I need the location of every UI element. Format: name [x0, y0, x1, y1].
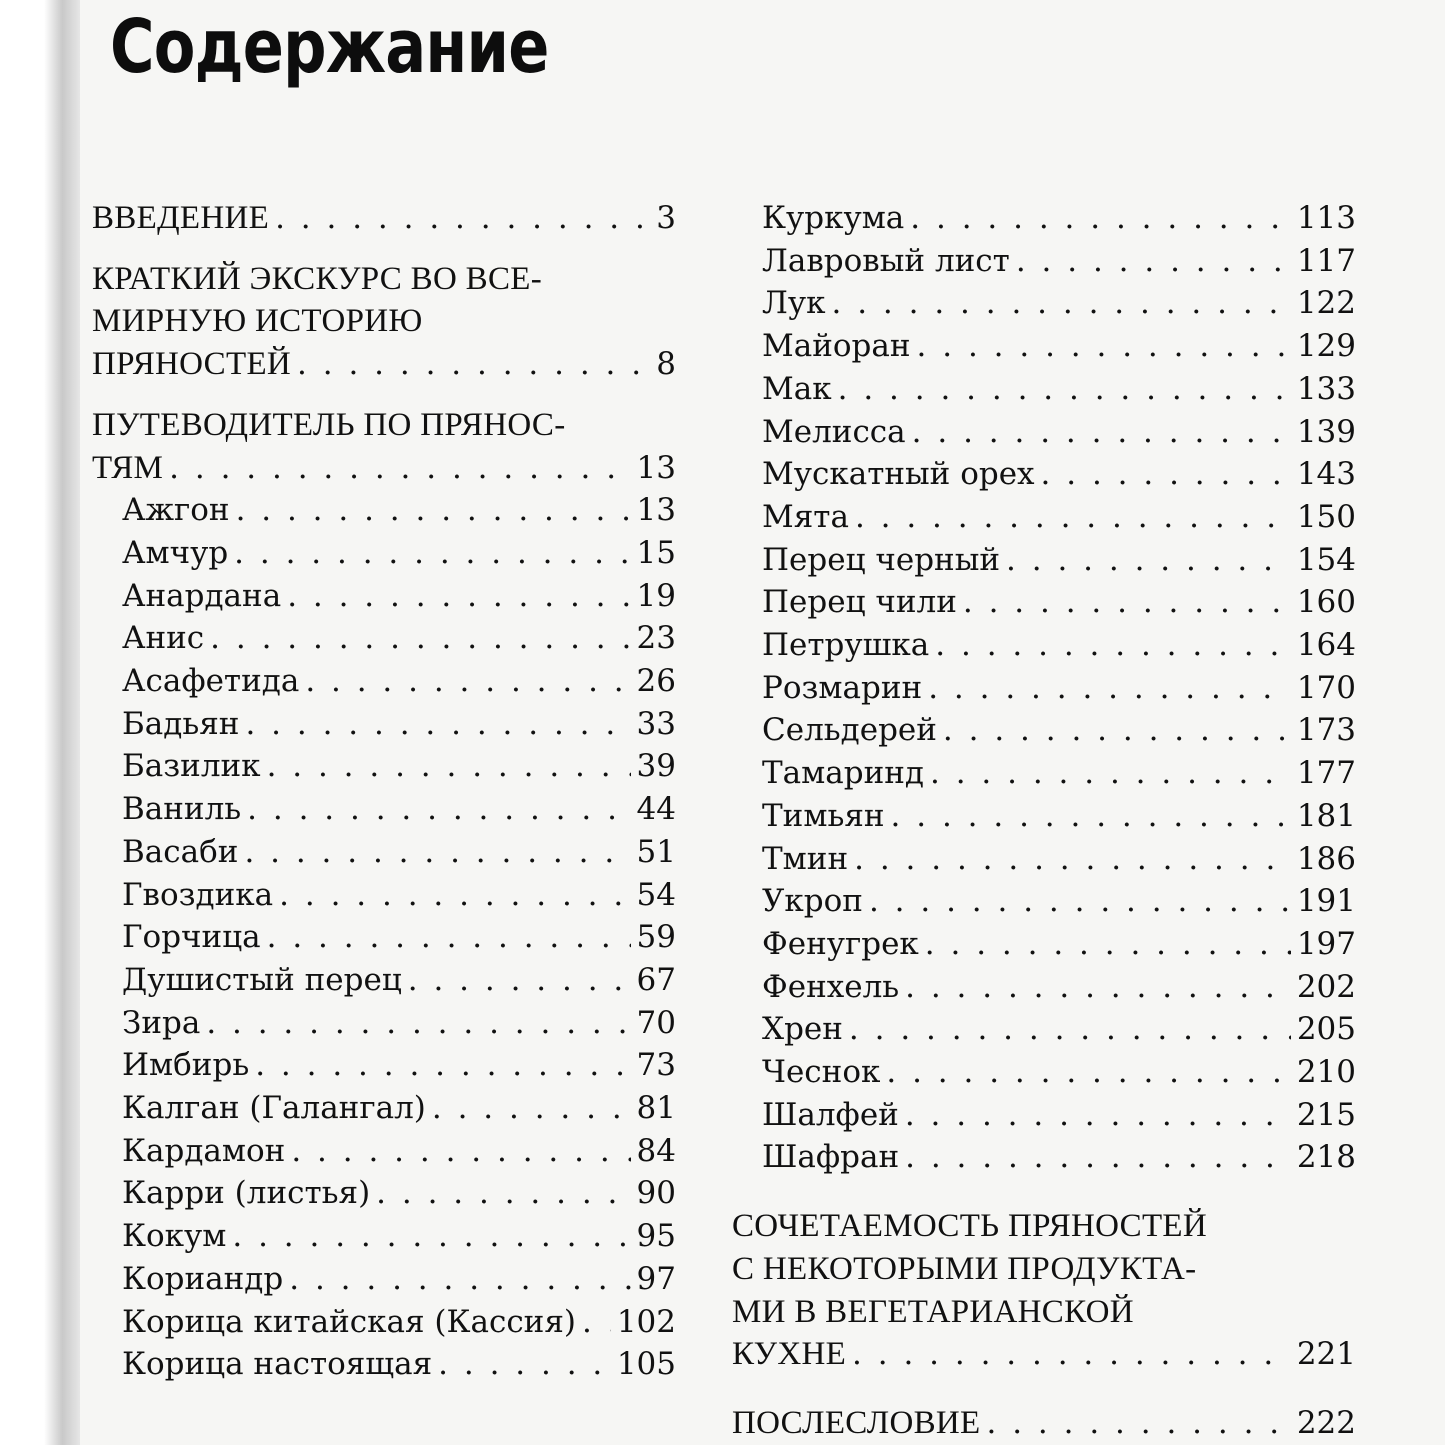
toc-entry-label: Куркума	[762, 200, 905, 236]
dot-leader	[869, 880, 1291, 923]
dot-leader	[206, 1002, 630, 1045]
toc-entry-label: Ваниль	[122, 791, 242, 828]
toc-entry-label: Мускатный орех	[762, 456, 1035, 493]
toc-column-right	[732, 197, 1356, 1445]
toc-entry[interactable]	[92, 532, 676, 575]
toc-entry[interactable]	[732, 923, 1356, 966]
toc-entry[interactable]	[92, 916, 676, 959]
toc-page-number: 26	[636, 663, 676, 700]
dot-leader	[169, 447, 630, 490]
toc-entry-line: МИ В ВЕГЕТАРИАНСКОЙ	[732, 1293, 1134, 1330]
dot-leader	[987, 1402, 1291, 1445]
toc-page-number: 133	[1296, 370, 1356, 407]
toc-page-number: 173	[1296, 712, 1356, 749]
toc-entry-line: МИРНУЮ ИСТОРИЮ	[92, 303, 423, 340]
toc-entry[interactable]	[732, 325, 1356, 368]
dot-leader	[376, 1172, 630, 1215]
toc-entry[interactable]	[732, 1008, 1356, 1051]
toc-page-number: 70	[636, 1004, 676, 1041]
toc-entry-afterword[interactable]	[732, 1402, 1356, 1445]
toc-page-number: 84	[636, 1132, 676, 1169]
dot-leader	[244, 831, 630, 874]
toc-page-number: 13	[636, 492, 676, 529]
dot-leader	[963, 581, 1291, 624]
toc-entry-label: КУХНЕ	[732, 1336, 847, 1373]
toc-entry[interactable]	[732, 795, 1356, 838]
toc-page-number: 170	[1296, 669, 1356, 706]
toc-entry[interactable]	[732, 1136, 1356, 1179]
dot-leader	[275, 197, 650, 240]
toc-entry[interactable]	[732, 709, 1356, 752]
dot-leader	[928, 667, 1291, 710]
dot-leader	[905, 1094, 1291, 1137]
toc-entry-label: Зира	[122, 1004, 201, 1041]
toc-entry-label: Гвоздика	[122, 876, 274, 913]
dot-leader	[245, 703, 630, 746]
toc-entry[interactable]	[92, 831, 676, 874]
dot-leader	[852, 1333, 1291, 1376]
toc-page-number: 3	[656, 200, 676, 236]
toc-page-number: 39	[636, 748, 676, 785]
toc-entry-label: Душистый перец	[122, 961, 402, 998]
toc-page-number: 154	[1296, 541, 1356, 578]
dot-leader	[432, 1087, 631, 1130]
toc-entry-history[interactable]	[92, 258, 676, 386]
toc-entry-line: КРАТКИЙ ЭКСКУРС ВО ВСЕ-	[92, 260, 543, 297]
toc-entry-guide[interactable]	[92, 404, 676, 489]
toc-entry[interactable]	[92, 617, 676, 660]
toc-entry-label: Мак	[762, 370, 832, 407]
toc-entry-label: Базилик	[122, 748, 261, 785]
toc-entry-label: ТЯМ	[92, 449, 164, 486]
dot-leader	[912, 411, 1291, 454]
toc-entry[interactable]	[732, 240, 1356, 283]
dot-leader	[910, 197, 1291, 240]
toc-entry-label: Фенхель	[762, 968, 900, 1005]
toc-entry-label: Калган (Галангал)	[122, 1090, 426, 1127]
dot-leader	[255, 1044, 630, 1087]
toc-entry[interactable]	[732, 1051, 1356, 1094]
toc-entry-introduction[interactable]	[92, 197, 676, 240]
toc-entry[interactable]	[92, 745, 676, 788]
toc-page-number: 122	[1296, 285, 1356, 322]
toc-entry[interactable]	[732, 197, 1356, 240]
toc-entry[interactable]	[732, 966, 1356, 1009]
toc-entry[interactable]	[732, 667, 1356, 710]
toc-entry[interactable]	[92, 959, 676, 1002]
toc-entry[interactable]	[92, 575, 676, 618]
dot-leader	[289, 1258, 630, 1301]
toc-entry[interactable]	[732, 624, 1356, 667]
page-gutter	[0, 0, 80, 1445]
toc-entry-line: СОЧЕТАЕМОСТЬ ПРЯНОСТЕЙ	[732, 1208, 1208, 1245]
toc-entry[interactable]	[732, 496, 1356, 539]
toc-entry-label: Васаби	[122, 833, 239, 870]
toc-entry-label: Шалфей	[762, 1096, 899, 1133]
toc-page-number: 177	[1296, 755, 1356, 792]
toc-page-number: 13	[636, 449, 676, 486]
toc-page-number: 150	[1296, 498, 1356, 535]
toc-page-number: 222	[1296, 1404, 1356, 1441]
toc-entry[interactable]	[732, 539, 1356, 582]
toc-entry-label: Укроп	[762, 883, 863, 920]
page-title: Содержание	[110, 4, 549, 90]
toc-page-number: 117	[1296, 242, 1356, 279]
toc-entry[interactable]	[92, 788, 676, 831]
toc-entry-label: Кориандр	[122, 1260, 284, 1297]
toc-entry-label: Амчур	[122, 534, 229, 571]
toc-page-number: 221	[1296, 1336, 1356, 1373]
toc-entry-label: Анис	[122, 620, 205, 657]
toc-page-number: 105	[616, 1346, 676, 1383]
toc-page-number: 54	[636, 876, 676, 913]
toc-page-number: 181	[1296, 797, 1356, 834]
dot-leader	[438, 1343, 611, 1386]
dot-leader	[210, 617, 630, 660]
dot-leader	[935, 624, 1291, 667]
toc-page-number: 95	[636, 1218, 676, 1255]
toc-entry[interactable]	[92, 1301, 676, 1344]
toc-entry-label: Тимьян	[762, 797, 885, 834]
toc-page-number: 197	[1296, 925, 1356, 962]
dot-leader	[232, 1215, 630, 1258]
toc-entry-label: Тмин	[762, 840, 849, 877]
dot-leader	[838, 368, 1291, 411]
dot-leader	[247, 788, 630, 831]
dot-leader	[279, 874, 630, 917]
toc-entry-label: ПОСЛЕСЛОВИЕ	[732, 1404, 981, 1441]
toc-entry[interactable]	[92, 1130, 676, 1173]
toc-entry-label: Чеснок	[762, 1054, 881, 1091]
toc-entry[interactable]	[732, 282, 1356, 325]
dot-leader	[234, 532, 630, 575]
toc-page-number: 215	[1296, 1096, 1356, 1133]
toc-entry-label: Мята	[762, 498, 849, 535]
dot-leader	[1006, 539, 1291, 582]
dot-leader	[408, 959, 631, 1002]
toc-page-number: 33	[636, 705, 676, 742]
toc-entry-label: Розмарин	[762, 669, 923, 706]
toc-page-number: 139	[1296, 413, 1356, 450]
dot-leader	[905, 1136, 1291, 1179]
dot-leader	[305, 660, 630, 703]
toc-entry[interactable]	[732, 453, 1356, 496]
toc-page-number: 205	[1296, 1011, 1356, 1048]
toc-page-number: 218	[1296, 1139, 1356, 1176]
toc-entry-label: Асафетида	[122, 663, 300, 700]
toc-entry[interactable]	[92, 1215, 676, 1258]
toc-entry[interactable]	[732, 880, 1356, 923]
toc-entry-label: Петрушка	[762, 627, 930, 664]
toc-entry-label: Карри (листья)	[122, 1175, 371, 1212]
toc-entry[interactable]	[92, 1343, 676, 1386]
toc-entry-label: Хрен	[762, 1011, 843, 1048]
toc-entry-label: Корица настоящая	[122, 1346, 433, 1383]
toc-entry-label: Тамаринд	[762, 755, 925, 792]
dot-leader	[1016, 240, 1291, 283]
toc-entry-label: Лук	[762, 285, 826, 322]
toc-entry[interactable]	[732, 411, 1356, 454]
toc-page-number: 81	[636, 1090, 676, 1127]
toc-entry[interactable]	[92, 874, 676, 917]
toc-entry[interactable]	[732, 1094, 1356, 1137]
toc-entry[interactable]	[92, 1258, 676, 1301]
toc-entry-label: Ажгон	[122, 492, 230, 529]
toc-entry-label: Горчица	[122, 919, 261, 956]
toc-page-number: 160	[1296, 584, 1356, 621]
toc-entry[interactable]	[732, 838, 1356, 881]
toc-page-number: 143	[1296, 456, 1356, 493]
toc-entry-label: Сельдерей	[762, 712, 937, 749]
toc-entry[interactable]	[92, 1002, 676, 1045]
toc-page-number: 164	[1296, 627, 1356, 664]
toc-page-number: 15	[636, 534, 676, 571]
toc-entry[interactable]	[92, 703, 676, 746]
toc-entry-line: С НЕКОТОРЫМИ ПРОДУКТА-	[732, 1250, 1197, 1287]
toc-page-number: 19	[636, 577, 676, 614]
toc-page-number: 67	[636, 961, 676, 998]
dot-leader	[891, 795, 1291, 838]
toc-page-number: 8	[656, 346, 676, 383]
toc-entry[interactable]	[732, 581, 1356, 624]
toc-page-number: 73	[636, 1047, 676, 1084]
toc-entry-label: ПРЯНОСТЕЙ	[92, 346, 292, 383]
toc-entry-label: Кардамон	[122, 1132, 286, 1169]
toc-entry-line: ПУТЕВОДИТЕЛЬ ПО ПРЯНОС-	[92, 406, 566, 443]
toc-entry-label: Бадьян	[122, 705, 240, 742]
toc-entry-label: Перец чили	[762, 584, 957, 621]
dot-leader	[943, 709, 1291, 752]
toc-entry-label: Шафран	[762, 1139, 900, 1176]
dot-leader	[236, 489, 631, 532]
toc-entry[interactable]	[92, 1044, 676, 1087]
dot-leader	[849, 1008, 1291, 1051]
dot-leader	[1041, 453, 1291, 496]
toc-entry[interactable]	[732, 752, 1356, 795]
dot-leader	[905, 966, 1291, 1009]
toc-entry-label: Корица китайская (Кассия)	[122, 1303, 576, 1340]
dot-leader	[267, 745, 631, 788]
toc-entry-label: ВВЕДЕНИЕ	[92, 200, 270, 236]
dot-leader	[582, 1301, 611, 1344]
dot-leader	[855, 496, 1291, 539]
toc-entry-label: Мелисса	[762, 413, 906, 450]
toc-page-number: 44	[636, 791, 676, 828]
toc-page-number: 113	[1296, 200, 1356, 236]
toc-column-left	[92, 197, 676, 1386]
toc-page-number: 102	[616, 1303, 676, 1340]
toc-page-number: 202	[1296, 968, 1356, 1005]
toc-entry-label: Перец черный	[762, 541, 1001, 578]
dot-leader	[925, 923, 1291, 966]
toc-entry-label: Кокум	[122, 1218, 227, 1255]
dot-leader	[287, 575, 630, 618]
toc-entry-label: Майоран	[762, 328, 911, 365]
toc-entry[interactable]	[92, 489, 676, 532]
toc-page-number: 90	[636, 1175, 676, 1212]
toc-entry-label: Фенугрек	[762, 925, 919, 962]
dot-leader	[930, 752, 1291, 795]
toc-entry[interactable]	[92, 1087, 676, 1130]
dot-leader	[886, 1051, 1290, 1094]
toc-entry-combinations[interactable]	[732, 1205, 1356, 1376]
toc-entry-label: Имбирь	[122, 1047, 250, 1084]
dot-leader	[267, 916, 631, 959]
toc-page-number: 97	[636, 1260, 676, 1297]
dot-leader	[917, 325, 1291, 368]
dot-leader	[291, 1130, 630, 1173]
toc-page-number: 23	[636, 620, 676, 657]
dot-leader	[854, 838, 1291, 881]
dot-leader	[831, 282, 1290, 325]
toc-page-number: 186	[1296, 840, 1356, 877]
toc-page-number: 129	[1296, 328, 1356, 365]
toc-entry[interactable]	[92, 1172, 676, 1215]
toc-entry-label: Лавровый лист	[762, 242, 1010, 279]
dot-leader	[297, 343, 650, 386]
toc-page-number: 51	[636, 833, 676, 870]
toc-page-number: 210	[1296, 1054, 1356, 1091]
toc-page-number: 59	[636, 919, 676, 956]
toc-page-number: 191	[1296, 883, 1356, 920]
toc-entry[interactable]	[732, 368, 1356, 411]
toc-entry-label: Анардана	[122, 577, 282, 614]
toc-entry[interactable]	[92, 660, 676, 703]
